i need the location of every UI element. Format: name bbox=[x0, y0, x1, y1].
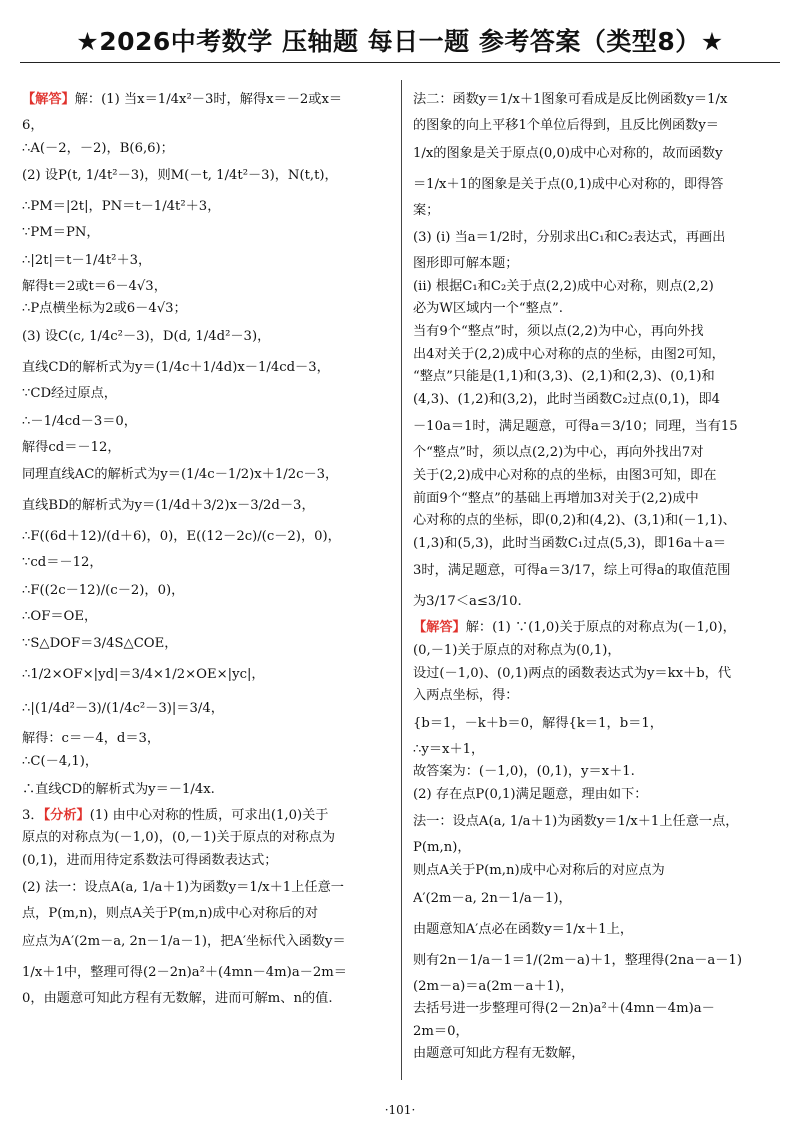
text-line bbox=[413, 321, 783, 344]
answer-tag: 【解答】 bbox=[22, 92, 75, 107]
text-line bbox=[22, 521, 394, 552]
text-line bbox=[22, 552, 394, 575]
text-line bbox=[413, 115, 783, 138]
text-line bbox=[22, 298, 394, 321]
text-line bbox=[22, 115, 394, 138]
line-text: 则点A关于P(m,n)成中心对称后的对应点为 bbox=[413, 863, 665, 879]
text-line bbox=[413, 761, 783, 784]
line-text: 入两点坐标，得： bbox=[413, 688, 519, 704]
text-line bbox=[413, 663, 783, 686]
text-line bbox=[22, 406, 394, 437]
text-line bbox=[413, 298, 783, 321]
text-line bbox=[22, 84, 394, 115]
line-text: 同理直线AC的解析式为y＝(1/4c－1/2)x＋1/2c－3， bbox=[22, 467, 339, 483]
line-text: ∴C(－4,1)， bbox=[22, 753, 99, 769]
text-line bbox=[413, 411, 783, 442]
line-text: (4,3)、(1,2)和(3,2)，此时当函数C₂过点(0,1)，即4 bbox=[413, 391, 721, 407]
line-text: 设过(－1,0)、(0,1)两点的函数表达式为y＝kx＋b，代 bbox=[413, 665, 732, 681]
text-line bbox=[413, 685, 783, 708]
line-text: (ii) 根据C₁和C₂关于点(2,2)成中心对称，则点(2,2) bbox=[413, 278, 714, 294]
line-text: (2) 设P(t, 1/4t²－3)，则M(－t, 1/4t²－3)，N(t,t)， bbox=[22, 168, 338, 184]
text-line bbox=[22, 160, 394, 191]
text-line bbox=[413, 998, 783, 1021]
text-line bbox=[22, 774, 394, 805]
text-line bbox=[413, 138, 783, 169]
line-text: ∴F((2c－12)/(c－2)，0)， bbox=[22, 582, 185, 598]
answer-tag: 【解答】 bbox=[413, 620, 466, 636]
text-line bbox=[22, 628, 394, 659]
line-text: ∵cd＝－12， bbox=[22, 555, 103, 571]
line-text: ∴1/2×OF×|yd|＝3/4×1/2×OE×|yc|， bbox=[22, 667, 265, 683]
line-text: 直线CD的解析式为y＝(1/4c＋1/4d)x－1/4cd－3， bbox=[22, 359, 330, 375]
text-line bbox=[22, 827, 394, 850]
line-text: 出4对关于(2,2)成中心对称的点的坐标，由图2可知， bbox=[413, 346, 725, 362]
text-line bbox=[413, 488, 783, 511]
text-line bbox=[22, 659, 394, 690]
column-divider bbox=[401, 80, 402, 1080]
line-text: 案； bbox=[413, 202, 440, 218]
page-number: ·101· bbox=[384, 1103, 416, 1117]
left-column bbox=[22, 84, 394, 1011]
text-line bbox=[22, 437, 394, 460]
line-text: ∴y＝x＋1， bbox=[413, 741, 485, 757]
line-text: 解得cd＝－12， bbox=[22, 439, 121, 455]
line-text: P(m,n)， bbox=[413, 840, 471, 856]
line-text: ∴PM＝|2t|，PN＝t－1/4t²＋3， bbox=[22, 199, 221, 215]
line-text: 法一：设点A(a, 1/a＋1)为函数y＝1/x＋1上任意一点， bbox=[413, 814, 739, 830]
line-text: 点，P(m,n)，则点A关于P(m,n)成中心对称后的对 bbox=[22, 906, 319, 922]
line-text: ∴OF＝OE， bbox=[22, 608, 98, 624]
text-line bbox=[22, 988, 394, 1011]
line-text: 图形即可解本题； bbox=[413, 256, 519, 272]
line-text: 去括号进一步整理可得(2－2n)a²＋(4mn－4m)a－ bbox=[413, 1001, 715, 1017]
line-text: 故答案为：(－1,0)，(0,1)，y＝x＋1. bbox=[413, 764, 635, 780]
text-line bbox=[413, 586, 783, 617]
text-line bbox=[22, 276, 394, 299]
answer-tag: 【分析】 bbox=[43, 807, 90, 823]
text-line bbox=[22, 321, 394, 352]
line-text: 0，由题意可知此方程有无数解，进而可解m、n的值. bbox=[22, 990, 333, 1006]
text-line bbox=[22, 383, 394, 406]
line-text: (2) 存在点P(0,1)满足题意，理由如下： bbox=[413, 786, 648, 802]
text-line bbox=[413, 465, 783, 488]
text-line bbox=[413, 442, 783, 465]
text-line bbox=[413, 784, 783, 807]
line-text: 1/x的图象是关于原点(0,0)成中心对称的，故而函数y bbox=[413, 145, 723, 161]
line-text: ∴P点横坐标为2或6－4√3； bbox=[22, 301, 187, 317]
line-text: 法二：函数y＝1/x＋1图象可看成是反比例函数y＝1/x bbox=[413, 92, 728, 107]
text-line bbox=[413, 169, 783, 200]
line-text: ∴－1/4cd－3＝0， bbox=[22, 413, 137, 429]
text-line bbox=[22, 352, 394, 383]
text-line bbox=[413, 344, 783, 367]
text-line bbox=[413, 510, 783, 533]
text-line bbox=[413, 366, 783, 389]
text-line bbox=[22, 751, 394, 774]
text-line bbox=[22, 245, 394, 276]
text-line bbox=[22, 903, 394, 926]
text-line bbox=[22, 459, 394, 490]
text-line bbox=[413, 806, 783, 837]
text-line bbox=[413, 253, 783, 276]
text-line bbox=[413, 914, 783, 945]
line-text: (0,－1)关于原点的对称点为(0,1)， bbox=[413, 642, 621, 658]
text-line bbox=[413, 739, 783, 762]
text-line bbox=[413, 533, 783, 556]
text-line bbox=[413, 200, 783, 223]
text-line bbox=[413, 617, 783, 640]
text-line bbox=[413, 883, 783, 914]
line-text: 当有9个“整点”时，须以点(2,2)为中心，再向外找 bbox=[413, 323, 704, 339]
text-line bbox=[22, 690, 394, 728]
text-line bbox=[22, 957, 394, 988]
line-text: {b＝1，－k＋b＝0，解得{k＝1，b＝1， bbox=[413, 715, 663, 731]
text-line bbox=[22, 872, 394, 903]
line-text: 应点为A′(2m－a, 2n－1/a－1)，把A′坐标代入函数y＝ bbox=[22, 933, 346, 949]
line-text: 解：(1) 当x＝1/4x²－3时，解得x＝－2或x＝ bbox=[74, 92, 343, 107]
text-line bbox=[413, 1043, 783, 1066]
line-text: ∵CD经过原点， bbox=[22, 385, 117, 401]
right-column bbox=[413, 84, 783, 1066]
text-line bbox=[413, 708, 783, 739]
text-line bbox=[22, 222, 394, 245]
text-line bbox=[413, 276, 783, 299]
header-rule bbox=[20, 62, 780, 63]
line-text: (0,1)，进而用待定系数法可得函数表达式； bbox=[22, 852, 278, 868]
line-text: ∴|2t|＝t－1/4t²＋3， bbox=[22, 252, 152, 268]
line-text: 1/x＋1中，整理可得(2－2n)a²＋(4mn－4m)a－2m＝ bbox=[22, 964, 347, 980]
text-line bbox=[22, 926, 394, 957]
line-text: 解得t＝2或t＝6－4√3， bbox=[22, 278, 167, 294]
line-text: ∴|(1/4d²－3)/(1/4c²－3)|＝3/4， bbox=[22, 701, 224, 717]
line-text: ∴直线CD的解析式为y＝－1/4x. bbox=[22, 781, 215, 797]
text-line bbox=[22, 805, 394, 828]
line-text: (3) 设C(c, 1/4c²－3)，D(d, 1/4d²－3)， bbox=[22, 328, 271, 344]
line-text: A′(2m－a, 2n－1/a－1)， bbox=[413, 890, 572, 906]
line-text: 原点的对称点为(－1,0)，(0,－1)关于原点的对称点为 bbox=[22, 830, 336, 846]
text-line bbox=[22, 575, 394, 606]
line-text: (1,3)和(5,3)，此时当函数C₁过点(5,3)，即16a＋a＝ bbox=[413, 535, 727, 551]
line-text: 个“整点”时，须以点(2,2)为中心，再向外找出7对 bbox=[413, 445, 704, 461]
line-text: 为3/17＜a≤3/10. bbox=[413, 594, 522, 610]
line-text: 直线BD的解析式为y＝(1/4d＋3/2)x－3/2d－3， bbox=[22, 498, 315, 514]
line-text: 前面9个“整点”的基础上再增加3对关于(2,2)成中 bbox=[413, 490, 699, 506]
text-line bbox=[22, 490, 394, 521]
line-text: 的图象的向上平移1个单位后得到，且反比例函数y＝ bbox=[413, 118, 719, 133]
page-title: ★2026中考数学 压轴题 每日一题 参考答案（类型8）★ bbox=[76, 27, 724, 56]
line-text: “整点”只能是(1,1)和(3,3)、(2,1)和(2,3)、(0,1)和 bbox=[413, 369, 715, 385]
line-text: (2) 法一：设点A(a, 1/a＋1)为函数y＝1/x＋1上任意一 bbox=[22, 880, 344, 896]
line-text: (3) (i) 当a＝1/2时，分别求出C₁和C₂表达式，再画出 bbox=[413, 230, 726, 246]
line-text: ∴A(－2，－2)，B(6,6)； bbox=[22, 140, 174, 156]
line-text: (2m－a)＝a(2m－a＋1)， bbox=[413, 978, 574, 994]
text-line bbox=[413, 640, 783, 663]
line-text: 3时，满足题意，可得a＝3/17，综上可得a的取值范围 bbox=[413, 563, 731, 579]
line-text: ＝1/x＋1的图象是关于点(0,1)成中心对称的，即得答 bbox=[413, 176, 724, 192]
text-line bbox=[413, 860, 783, 883]
line-text: 由题意可知此方程有无数解， bbox=[413, 1046, 585, 1062]
text-line bbox=[413, 555, 783, 586]
line-text: 2m＝0， bbox=[413, 1023, 469, 1039]
line-text: －10a＝1时，满足题意，可得a＝3/10；同理，当有15 bbox=[413, 419, 738, 435]
text-line bbox=[22, 850, 394, 873]
line-text: 心对称的点的坐标，即(0,2)和(4,2)、(3,1)和(－1,1)、 bbox=[413, 513, 736, 529]
text-line bbox=[22, 606, 394, 629]
text-line bbox=[413, 976, 783, 999]
line-text: 由题意知A′点必在函数y＝1/x＋1上， bbox=[413, 921, 634, 937]
line-text: 必为W区域内一个“整点”. bbox=[413, 301, 563, 317]
line-text: 则有2n－1/a－1＝1/(2m－a)＋1，整理得(2na－a－1) bbox=[413, 952, 742, 968]
text-line bbox=[413, 389, 783, 412]
line-text: ∴F((6d＋12)/(d＋6)，0)，E((12－2c)/(c－2)，0)， bbox=[22, 529, 341, 545]
line-text: ∵S△DOF＝3/4S△COE， bbox=[22, 636, 178, 652]
text-line bbox=[22, 138, 394, 161]
line-text: (1) 由中心对称的性质，可求出(1,0)关于 bbox=[89, 807, 329, 823]
line-text: 6， bbox=[22, 118, 44, 133]
text-line bbox=[22, 191, 394, 222]
text-line bbox=[413, 84, 783, 115]
line-text: 解得：c＝－4，d＝3， bbox=[22, 731, 161, 747]
question-number: 3． bbox=[22, 807, 44, 823]
line-text: 关于(2,2)成中心对称的点的坐标，由图3可知，即在 bbox=[413, 467, 717, 483]
text-line bbox=[22, 728, 394, 751]
text-line bbox=[413, 1021, 783, 1044]
text-line bbox=[413, 837, 783, 860]
text-line bbox=[413, 945, 783, 976]
line-text: ∵PM＝PN， bbox=[22, 225, 100, 241]
text-line bbox=[413, 222, 783, 253]
line-text: 解：(1) ∵(1,0)关于原点的对称点为(－1,0)， bbox=[465, 620, 736, 636]
